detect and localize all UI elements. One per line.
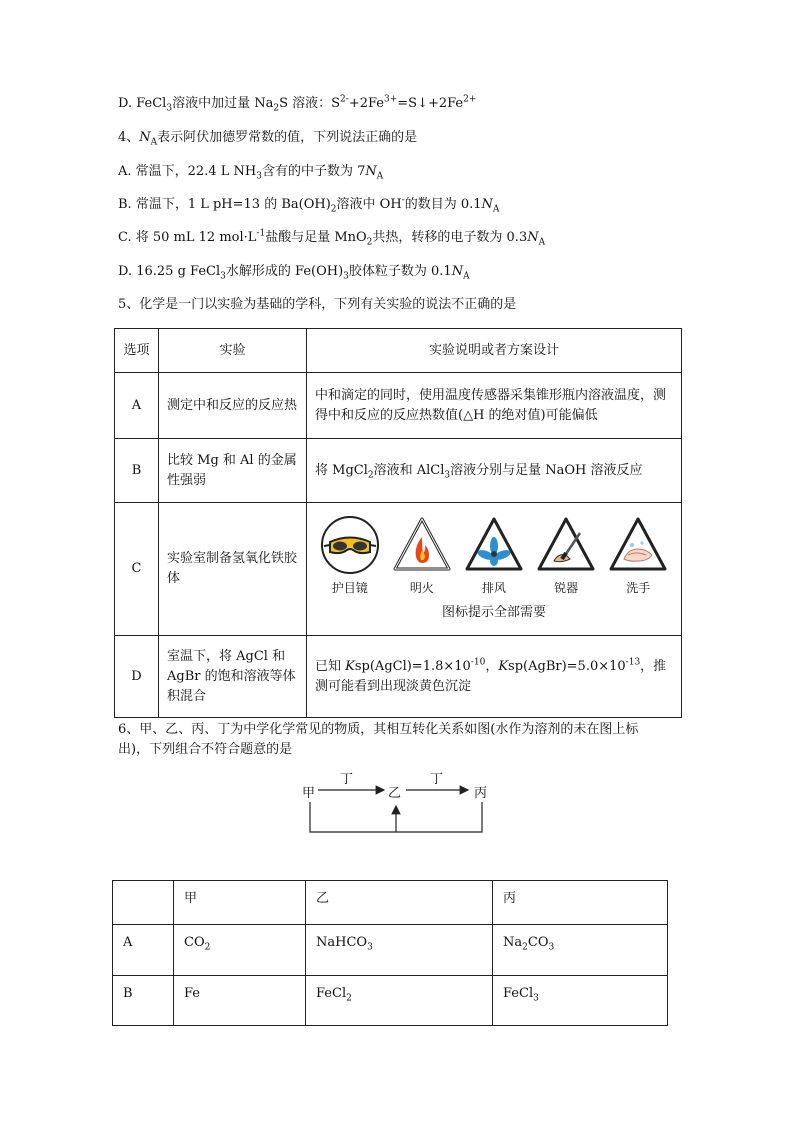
sharp-object-icon: [536, 515, 596, 575]
cell-jia: $CO_2$: [174, 925, 306, 976]
conversion-arrows: [296, 766, 506, 836]
q4-option-c: C. 将 50 mL 12 $mol\cdot L^{-1}$盐酸与足量 MnO$_2$共热，转移的电子数为 $0.3N_A$: [118, 228, 546, 248]
row-experiment: 实验室制备氢氧化铁胶体: [159, 503, 307, 636]
flame-icon-box: 明火: [390, 515, 454, 598]
node-yi: 乙: [388, 786, 402, 801]
row-option: B: [115, 439, 159, 503]
fan-icon-box: 排风: [462, 515, 526, 598]
table-row: [115, 373, 682, 439]
header-description: 实验说明或者方案设计: [307, 329, 682, 373]
header-experiment: 实验: [159, 329, 307, 373]
reagent-ding-2: 丁: [430, 772, 444, 787]
header-blank: [113, 881, 174, 925]
cell-bing: FeCl$_3$: [493, 976, 668, 1026]
header-jia: 甲: [174, 881, 306, 925]
q5-stem: 5、化学是一门以实验为基础的学科，下列有关实验的说法不正确的是: [118, 297, 517, 312]
table-row: [115, 636, 682, 718]
icons-caption: 图标提示全部需要: [441, 605, 546, 620]
q4-option-b: B. 常温下，1 L pH=13 的 $Ba(OH)_2$溶液中 OH-的数目为 $0.1N_A$: [118, 195, 500, 215]
table-header-row: [113, 881, 668, 925]
q6-stem-line1: 6、甲、乙、丙、丁为中学化学常见的物质，其相互转化关系如图(水作为溶剂的未在图上标: [118, 722, 639, 737]
flame-icon: [392, 515, 452, 575]
reagent-ding-1: 丁: [340, 772, 354, 787]
row-option: B: [113, 976, 174, 1026]
hand-wash-icon-box: 洗手: [606, 515, 670, 598]
q5-table: [114, 328, 682, 718]
safety-icons-cell: [307, 503, 682, 636]
header-yi: 乙: [306, 881, 493, 925]
cell-bing: $Na_2CO_3$: [493, 925, 668, 976]
node-jia: 甲: [302, 786, 316, 801]
table-row: [115, 503, 682, 636]
q6-stem-line2: 出)，下列组合不符合题意的是: [118, 742, 293, 757]
row-description: 将 MgCl$_2$溶液和 AlCl$_3$溶液分别与足量 NaOH 溶液反应: [307, 439, 682, 503]
table-header-row: [115, 329, 682, 373]
q4-option-d: D. 16.25 g FeCl$_3$水解形成的 $Fe(OH)_3$胶体粒子数为 $0.1N_A$: [118, 264, 470, 282]
q4-option-a: A. 常温下，22.4 L $NH_3$含有的中子数为 $7N_A$: [118, 164, 384, 182]
cell-jia: Fe: [174, 976, 306, 1026]
header-bing: 丙: [493, 881, 668, 925]
row-option: C: [115, 503, 159, 636]
table-row: [115, 439, 682, 503]
table-row: [113, 976, 668, 1026]
header-option: 选项: [115, 329, 159, 373]
table-row: [113, 925, 668, 976]
node-bing: 丙: [474, 786, 488, 801]
goggles-icon-box: 护目镜: [318, 515, 382, 598]
sharp-object-icon-box: 锐器: [534, 515, 598, 598]
q3-option-d: D. FeCl$_3$溶液中加过量 $Na_2S$ 溶液：$S^{2-}+2Fe^{3+}=S↓+2Fe^{2+}$: [118, 94, 477, 114]
row-experiment: 测定中和反应的反应热: [159, 373, 307, 439]
row-option: A: [115, 373, 159, 439]
row-experiment: 室温下，将 AgCl 和 AgBr 的饱和溶液等体积混合: [159, 636, 307, 718]
conversion-diagram: [296, 766, 506, 836]
row-option: A: [113, 925, 174, 976]
q6-table: [112, 880, 668, 1026]
row-description: 已知 $Ksp(AgCl)=1.8\times 10^{-10}$，$Ksp(AgBr)=5.0\times 10^{-13}$，推测可能看到出现淡黄色沉淀: [307, 636, 682, 718]
row-description: 中和滴定的同时，使用温度传感器采集锥形瓶内溶液温度，测得中和反应的反应热数值(△H 的绝对值)可能偏低: [307, 373, 682, 439]
row-option: D: [115, 636, 159, 718]
fan-icon: [464, 515, 524, 575]
cell-yi: NaHCO$_3$: [306, 925, 493, 976]
hand-wash-icon: [608, 515, 668, 575]
row-experiment: 比较 Mg 和 Al 的金属性强弱: [159, 439, 307, 503]
goggles-icon: [320, 515, 380, 575]
q4-stem: 4、$N_A$表示阿伏加德罗常数的值，下列说法正确的是: [118, 130, 418, 148]
cell-yi: FeCl$_2$: [306, 976, 493, 1026]
